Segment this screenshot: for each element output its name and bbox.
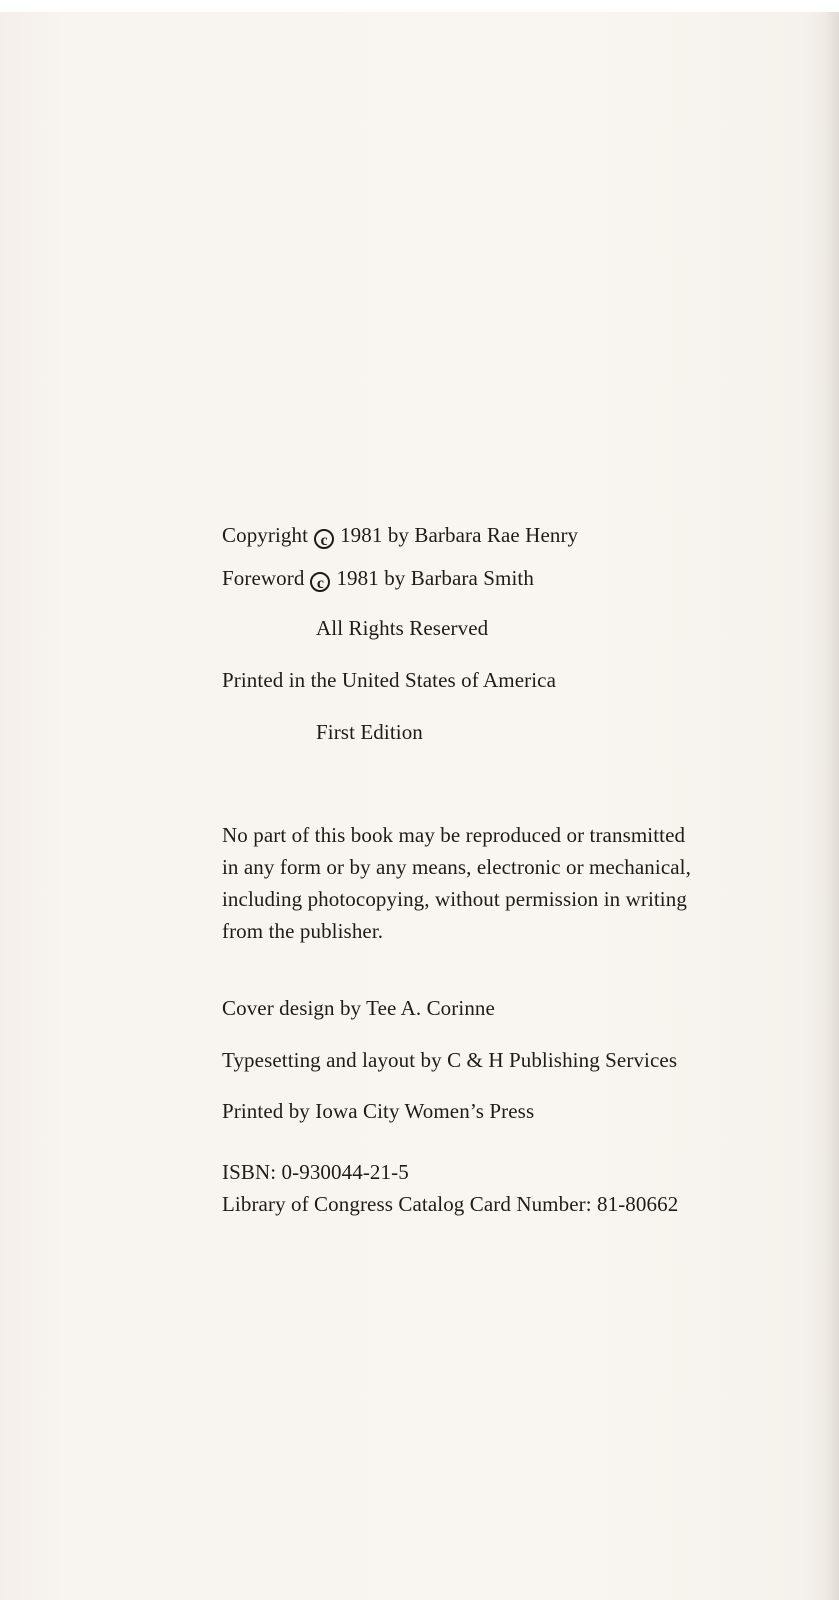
rights-reserved: All Rights Reserved bbox=[316, 616, 489, 640]
copyright-prefix: Copyright bbox=[222, 523, 309, 547]
foreword-prefix: Foreword bbox=[222, 566, 305, 590]
library-of-congress-number: Library of Congress Catalog Card Number: 81-80662 bbox=[222, 1192, 679, 1216]
foreword-line bbox=[222, 568, 534, 592]
copyright-line bbox=[222, 525, 578, 549]
copyright-suffix: 1981 by Barbara Rae Henry bbox=[340, 523, 579, 547]
cover-design-credit: Cover design by Tee A. Corinne bbox=[222, 996, 495, 1020]
notice-line: from the publisher. bbox=[222, 919, 384, 943]
copyright-symbol-icon: c bbox=[314, 529, 334, 549]
typesetting-credit: Typesetting and layout by C & H Publishing Services bbox=[222, 1048, 678, 1072]
notice-line: including photocopying, without permission in writing bbox=[222, 887, 687, 911]
notice-line: in any form or by any means, electronic or mechanical, bbox=[222, 855, 691, 879]
printer-credit: Printed by Iowa City Women’s Press bbox=[222, 1099, 535, 1123]
reproduction-notice bbox=[222, 819, 822, 947]
copyright-symbol-icon: c bbox=[310, 572, 330, 592]
edition-label: First Edition bbox=[316, 720, 423, 744]
foreword-suffix: 1981 by Barbara Smith bbox=[336, 566, 534, 590]
copyright-page-content bbox=[0, 12, 839, 1600]
notice-line: No part of this book may be reproduced or transmitted bbox=[222, 823, 686, 847]
book-page bbox=[0, 12, 839, 1600]
isbn-number: ISBN: 0-930044-21-5 bbox=[222, 1160, 409, 1184]
printed-in-country: Printed in the United States of America bbox=[222, 668, 556, 692]
